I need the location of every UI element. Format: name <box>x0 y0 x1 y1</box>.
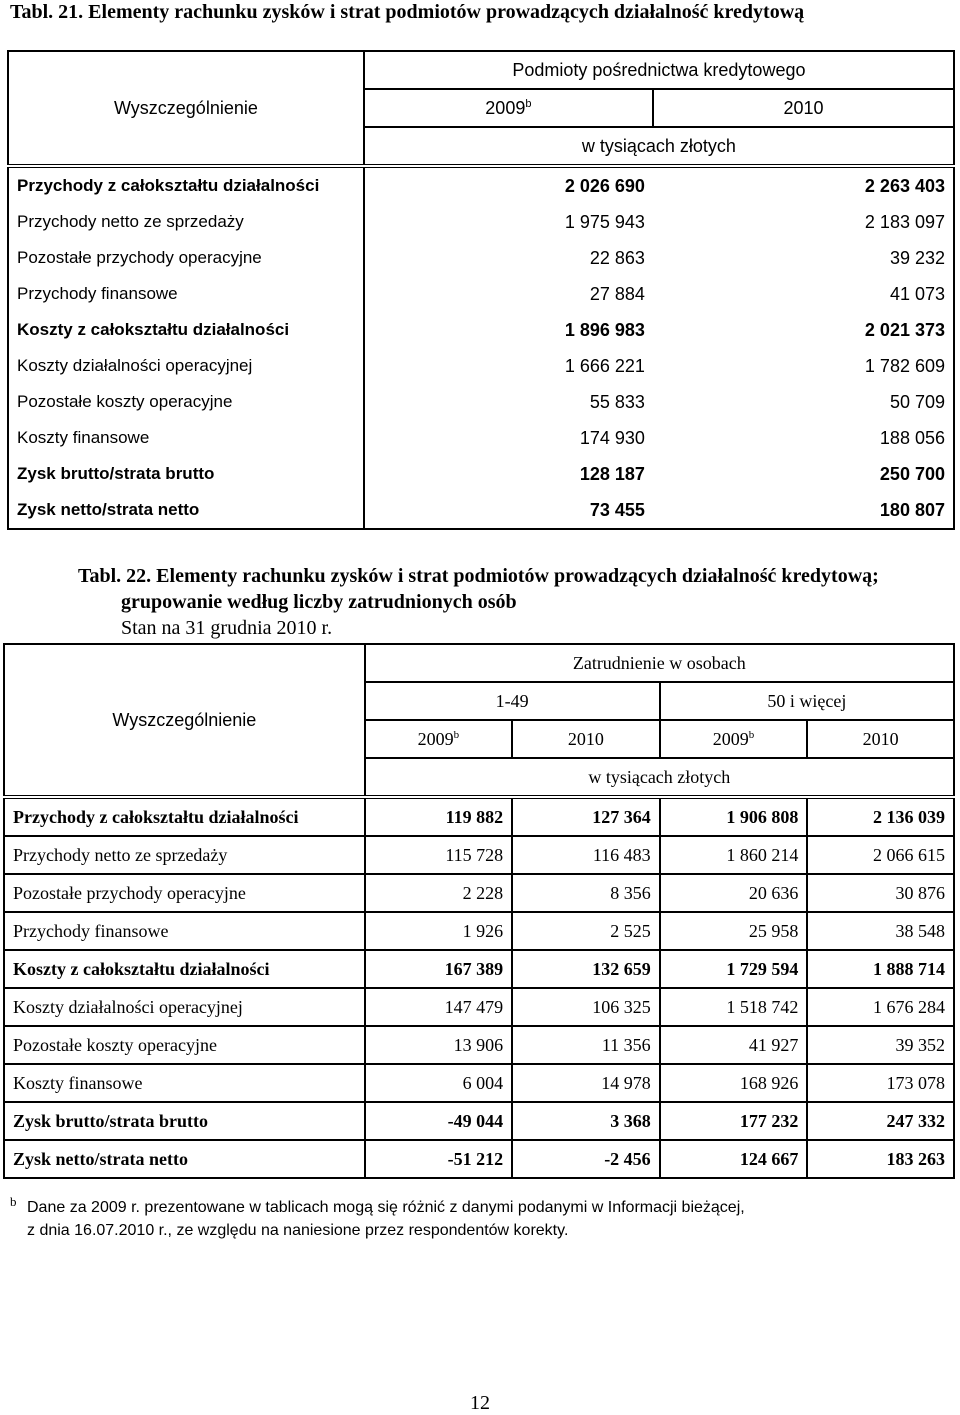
table21-row <box>8 348 954 384</box>
table21-cell-2010: 188 056 <box>653 420 954 456</box>
table22-row <box>4 912 954 950</box>
table21-row <box>8 384 954 420</box>
table22-row <box>4 836 954 874</box>
table22-cell-1-49-2009: 6 004 <box>365 1064 513 1102</box>
table21-cell-2010: 2 183 097 <box>653 204 954 240</box>
table21-cell-2010: 250 700 <box>653 456 954 492</box>
table22-row <box>4 988 954 1026</box>
table22-row <box>4 874 954 912</box>
table22-band2-header: 50 i więcej <box>660 682 954 720</box>
table21-row <box>8 420 954 456</box>
table22-cell-50-plus-2009: 168 926 <box>660 1064 808 1102</box>
table22-title-line2: grupowanie według liczby zatrudnionych osób <box>121 591 517 613</box>
table21-row-label: Koszty z całokształtu działalności <box>8 312 364 348</box>
table22-cell-1-49-2010: 8 356 <box>512 874 660 912</box>
table22-band1-year1: 2009$^b$ <box>365 720 513 758</box>
table22-cell-1-49-2010: 2 525 <box>512 912 660 950</box>
table22-cell-50-plus-2010: 30 876 <box>807 874 954 912</box>
table21-cell-2009: 2 026 690 <box>564 175 645 196</box>
table21-row <box>8 240 954 276</box>
table21-cell-2009: 73 455 <box>364 492 653 529</box>
table22-row-label: Koszty finansowe <box>4 1064 365 1102</box>
table22-title-line3: Stan na 31 grudnia 2010 r. <box>121 617 333 639</box>
table21-cell-2010: 2 263 403 <box>653 166 954 204</box>
table22-row <box>4 1102 954 1140</box>
table22-cell-50-plus-2009: 1 860 214 <box>660 836 808 874</box>
table22-row <box>4 1026 954 1064</box>
table22-cell-1-49-2010: 14 978 <box>512 1064 660 1102</box>
table21-row <box>8 276 954 312</box>
table22-row <box>4 950 954 988</box>
table22-cell-1-49-2010: 106 325 <box>512 988 660 1026</box>
table22-cell-50-plus-2009: 1 906 808 <box>660 797 808 836</box>
table22-cell-1-49-2010: 116 483 <box>512 836 660 874</box>
table21-cell-2009: 27 884 <box>589 283 645 304</box>
table21-row <box>8 166 954 204</box>
table21-row-label: Zysk brutto/strata brutto <box>8 456 364 492</box>
table21-cell-2009: 1 975 943 <box>564 211 645 232</box>
table22-cell-1-49-2010: 127 364 <box>512 797 660 836</box>
table22 <box>3 643 955 1179</box>
table22-row <box>4 1064 954 1102</box>
table21-year1-header: 2009$^b$ <box>364 89 653 127</box>
table22-row-label: Przychody finansowe <box>4 912 365 950</box>
table21 <box>7 50 955 530</box>
table22-cell-50-plus-2009: 25 958 <box>660 912 808 950</box>
footnote-line2: z dnia 16.07.2010 r., ze względu na naniesione przez respondentów korekty. <box>27 1222 569 1239</box>
table22-cell-50-plus-2009: 20 636 <box>660 874 808 912</box>
table21-row-label: Koszty finansowe <box>8 420 364 456</box>
table21-row <box>8 492 954 529</box>
table22-cell-50-plus-2009: 124 667 <box>660 1140 808 1178</box>
table22-row <box>4 1140 954 1178</box>
table21-cell-2010: 41 073 <box>653 276 954 312</box>
table22-cell-1-49-2009: -51 212 <box>365 1140 513 1178</box>
table21-row-label: Przychody netto ze sprzedaży <box>8 204 364 240</box>
table22-group-header: Zatrudnienie w osobach <box>365 644 954 682</box>
table21-row-label: Zysk netto/strata netto <box>8 492 364 529</box>
table22-cell-1-49-2009: 1 926 <box>365 912 513 950</box>
table22-cell-1-49-2009: 167 389 <box>365 950 513 988</box>
table22-row-label: Przychody z całokształtu działalności <box>4 797 365 836</box>
table22-band1-header: 1-49 <box>365 682 660 720</box>
table22-row-label: Pozostałe przychody operacyjne <box>4 874 365 912</box>
table21-row <box>8 456 954 492</box>
table22-cell-50-plus-2009: 1 518 742 <box>660 988 808 1026</box>
table22-cell-50-plus-2010: 247 332 <box>807 1102 954 1140</box>
table22-cell-50-plus-2009: 1 729 594 <box>660 950 808 988</box>
table22-cell-1-49-2010: 132 659 <box>512 950 660 988</box>
table22-band2-year1: 2009$^b$ <box>660 720 808 758</box>
footnote-line1: Dane za 2009 r. prezentowane w tablicach mogą się różnić z danymi podanymi w Informacji bieżącej, <box>27 1199 745 1216</box>
table21-cell-2009: 55 833 <box>589 391 645 412</box>
table22-title <box>78 563 879 641</box>
table22-cell-50-plus-2009: 41 927 <box>660 1026 808 1064</box>
table22-cell-1-49-2010: 3 368 <box>512 1102 660 1140</box>
table22-cell-50-plus-2010: 1 676 284 <box>807 988 954 1026</box>
table21-cell-2010: 50 709 <box>653 384 954 420</box>
table22-cell-1-49-2010: -2 456 <box>512 1140 660 1178</box>
table22-stub-header: Wyszczególnienie <box>4 644 365 797</box>
table21-cell-2009: 174 930 <box>579 427 645 448</box>
table22-row-label: Zysk brutto/strata brutto <box>4 1102 365 1140</box>
table22-cell-1-49-2009: 115 728 <box>365 836 513 874</box>
page-number: 12 <box>470 1392 490 1414</box>
table21-row-label: Pozostałe koszty operacyjne <box>8 384 364 420</box>
table22-cell-50-plus-2010: 2 066 615 <box>807 836 954 874</box>
table22-cell-50-plus-2010: 183 263 <box>807 1140 954 1178</box>
table22-cell-1-49-2010: 11 356 <box>512 1026 660 1064</box>
table21-cell-2010: 39 232 <box>653 240 954 276</box>
table22-cell-1-49-2009: 13 906 <box>365 1026 513 1064</box>
table21-row-label: Koszty działalności operacyjnej <box>8 348 364 384</box>
table21-row-label: Przychody finansowe <box>8 276 364 312</box>
table21-row <box>8 204 954 240</box>
table21-group-header: Podmioty pośrednictwa kredytowego <box>364 51 954 89</box>
footnote-mark: b <box>10 1194 17 1209</box>
table21-cell-2009: 1 896 983 <box>564 319 645 340</box>
table22-row-label: Koszty działalności operacyjnej <box>4 988 365 1026</box>
table21-cell-2009: 128 187 <box>579 463 645 484</box>
table21-row-label: Przychody z całokształtu działalności <box>8 166 364 204</box>
table21-cell-2010: 1 782 609 <box>653 348 954 384</box>
table22-cell-50-plus-2010: 39 352 <box>807 1026 954 1064</box>
table21-stub-header: Wyszczególnienie <box>8 51 364 166</box>
table21-year2-header: 2010 <box>653 89 954 127</box>
table22-band1-year2: 2010 <box>512 720 660 758</box>
table21-cell-2010: 180 807 <box>653 492 954 529</box>
table22-row-label: Koszty z całokształtu działalności <box>4 950 365 988</box>
table22-band2-year2: 2010 <box>807 720 954 758</box>
table22-cell-1-49-2009: 119 882 <box>365 797 513 836</box>
table22-cell-1-49-2009: 147 479 <box>365 988 513 1026</box>
table22-cell-50-plus-2010: 173 078 <box>807 1064 954 1102</box>
table22-cell-50-plus-2010: 2 136 039 <box>807 797 954 836</box>
footnote <box>10 1196 745 1242</box>
table21-cell-2009: 22 863 <box>589 247 645 268</box>
table21-row <box>8 312 954 348</box>
table21-cell-2010: 2 021 373 <box>653 312 954 348</box>
table22-cell-1-49-2009: 2 228 <box>365 874 513 912</box>
table22-cell-1-49-2009: -49 044 <box>365 1102 513 1140</box>
table21-cell-2009: 1 666 221 <box>564 355 645 376</box>
table22-row-label: Przychody netto ze sprzedaży <box>4 836 365 874</box>
table22-title-line1: Tabl. 22. Elementy rachunku zysków i strat podmiotów prowadzących działalność kredytową; <box>78 565 879 587</box>
table22-row <box>4 797 954 836</box>
table21-row-label: Pozostałe przychody operacyjne <box>8 240 364 276</box>
table22-cell-50-plus-2009: 177 232 <box>660 1102 808 1140</box>
table21-title: Tabl. 21. Elementy rachunku zysków i strat podmiotów prowadzących działalność kredytową <box>10 1 805 23</box>
table22-unit-header: w tysiącach złotych <box>365 758 954 797</box>
table22-row-label: Pozostałe koszty operacyjne <box>4 1026 365 1064</box>
table21-unit-header: w tysiącach złotych <box>364 127 954 166</box>
table22-cell-50-plus-2010: 38 548 <box>807 912 954 950</box>
table22-row-label: Zysk netto/strata netto <box>4 1140 365 1178</box>
table22-cell-50-plus-2010: 1 888 714 <box>807 950 954 988</box>
